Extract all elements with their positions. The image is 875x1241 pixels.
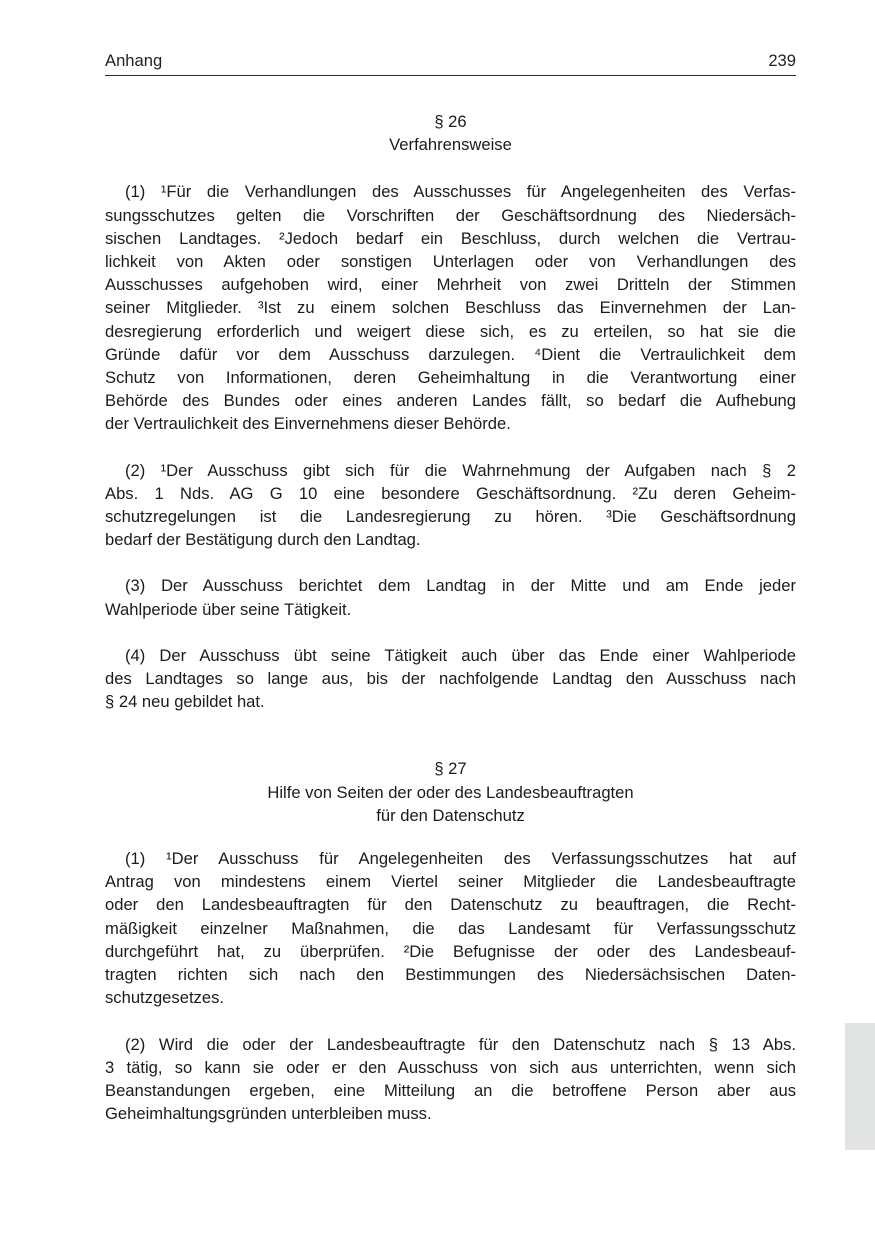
text-line: Schutz von Informationen, deren Geheimhaltung in die Verantwortung einer [105, 368, 796, 388]
section-27-title: für den Datenschutz [376, 805, 525, 825]
text-line: Ausschusses aufgehoben wird, einer Mehrheit von zwei Dritteln der Stimmen [105, 275, 796, 295]
text-line: seiner Mitglieder. ³Ist zu einem solchen Beschluss das Einvernehmen der Lan- [105, 298, 796, 318]
text-line: (1) ¹Der Ausschuss für Angelegenheiten des Verfassungsschutzes hat auf [125, 849, 796, 869]
paragraph-26-4 [105, 644, 796, 714]
text-line: 3 tätig, so kann sie oder er den Ausschuss von sich aus unterrichten, wenn sich [105, 1057, 796, 1077]
section-26 [105, 110, 796, 713]
text-line: (2) ¹Der Ausschuss gibt sich für die Wahrnehmung der Aufgaben nach § 2 [125, 460, 796, 480]
section-27-title: Hilfe von Seiten der oder des Landesbeauftragten [267, 782, 634, 802]
text-line: Geheimhaltungsgründen unterbleiben muss. [105, 1104, 432, 1124]
page-number: 239 [768, 51, 796, 70]
running-head [105, 51, 796, 76]
text-line: Gründe dafür vor dem Ausschuss darzulegen. ⁴Dient die Vertraulichkeit dem [105, 344, 796, 364]
section-26-heading [105, 110, 796, 156]
paragraph-26-1 [105, 180, 796, 435]
text-line: lichkeit von Akten oder sonstigen Unterlagen oder von Verhandlungen des [105, 252, 796, 272]
text-line: (3) Der Ausschuss berichtet dem Landtag in der Mitte und am Ende jeder [125, 576, 796, 596]
text-line: sischen Landtages. ²Jedoch bedarf ein Beschluss, durch welchen die Vertrau- [105, 228, 796, 248]
text-line: Behörde des Bundes oder eines anderen Landes fällt, so bedarf die Aufhebung [105, 391, 796, 411]
text-line: (1) ¹Für die Verhandlungen des Ausschusses für Angelegenheiten des Verfas- [125, 182, 796, 202]
text-line: tragten richten sich nach den Bestimmungen des Niedersächsischen Daten- [105, 965, 796, 985]
paragraph-27-1 [105, 847, 796, 1009]
paragraph-27-2 [105, 1033, 796, 1126]
text-line: mäßigkeit einzelner Maßnahmen, die das Landesamt für Verfassungsschutz [105, 918, 796, 938]
text-line: schutzgesetzes. [105, 988, 224, 1008]
section-26-title: Verfahrensweise [389, 135, 512, 155]
text-line: (2) Wird die oder der Landesbeauftragte für den Datenschutz nach § 13 Abs. [125, 1034, 796, 1054]
section-27-heading [105, 757, 796, 827]
paragraph-26-3 [105, 574, 796, 620]
section-27 [105, 757, 796, 1125]
running-head-label: Anhang [105, 51, 163, 70]
text-line: Beanstandungen ergeben, eine Mitteilung an die betroffene Person aber aus [105, 1080, 796, 1100]
page-edge-thumb-tab [845, 1023, 875, 1150]
section-27-number: § 27 [434, 759, 467, 779]
text-line: Wahlperiode über seine Tätigkeit. [105, 599, 352, 619]
text-line: bedarf der Bestätigung durch den Landtag. [105, 530, 421, 550]
text-line: desregierung erforderlich und weigert diese sich, es zu erteilen, so hat sie die [105, 321, 796, 341]
text-line: Abs. 1 Nds. AG G 10 eine besondere Geschäftsordnung. ²Zu deren Geheim- [105, 483, 796, 503]
text-line: durchgeführt hat, zu überprüfen. ²Die Befugnisse der oder des Landesbeauf- [105, 941, 796, 961]
text-line: sungsschutzes gelten die Vorschriften der Geschäftsordnung des Niedersäch- [105, 205, 796, 225]
text-line: des Landtages so lange aus, bis der nachfolgende Landtag den Ausschuss nach [105, 669, 796, 689]
section-26-number: § 26 [434, 112, 467, 131]
text-line: (4) Der Ausschuss übt seine Tätigkeit auch über das Ende einer Wahlperiode [125, 645, 796, 665]
page-body [105, 106, 796, 1125]
text-line: der Vertraulichkeit des Einvernehmens dieser Behörde. [105, 414, 511, 434]
text-line: Antrag von mindestens einem Viertel seiner Mitglieder die Landesbeauftragte [105, 872, 796, 892]
text-line: § 24 neu gebildet hat. [105, 692, 265, 712]
text-line: schutzregelungen ist die Landesregierung zu hören. ³Die Geschäftsordnung [105, 507, 796, 527]
paragraph-26-2 [105, 459, 796, 552]
text-line: oder den Landesbeauftragten für den Datenschutz zu beauftragen, die Recht- [105, 895, 796, 915]
